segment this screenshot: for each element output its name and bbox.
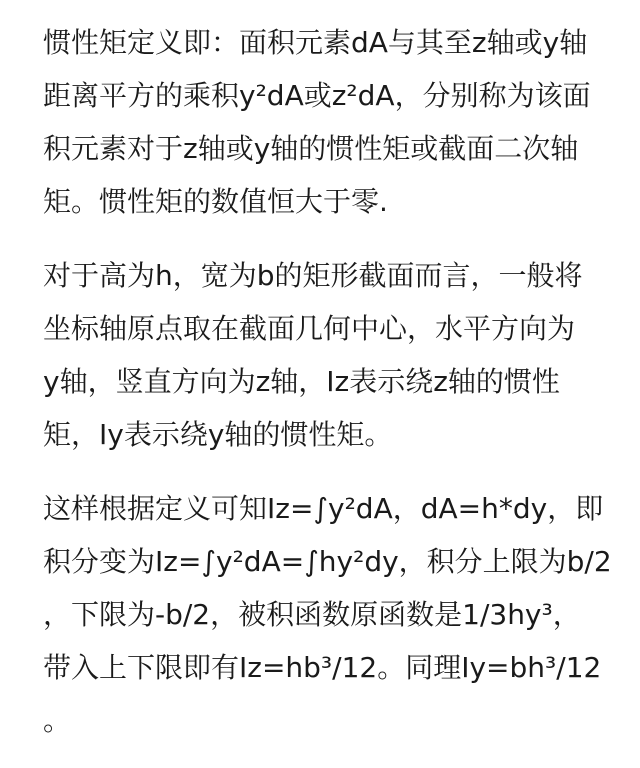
paragraph-rectangle-section [43, 249, 608, 461]
text-line: 坐标轴原点取在截面几何中心，水平方向为 [43, 312, 576, 345]
text-line: 矩，Iy表示绕y轴的惯性矩。 [43, 418, 393, 451]
text-line: 距离平方的乘积y²dA或z²dA，分别称为该面 [43, 79, 591, 112]
text-line: ，下限为-b/2，被积函数原函数是1/3hy³， [43, 598, 581, 631]
text-line: 这样根据定义可知Iz=∫y²dA，dA=h*dy，即 [43, 492, 604, 525]
text-line: 积元素对于z轴或y轴的惯性矩或截面二次轴 [43, 132, 579, 165]
text-line: 惯性矩定义即：面积元素dA与其至z轴或y轴 [43, 26, 588, 59]
paragraph-definition [43, 16, 608, 228]
paragraph-derivation [43, 482, 612, 747]
text-line: 积分变为Iz=∫y²dA=∫hy²dy，积分上限为b/2 [43, 545, 612, 578]
text-line: 。 [43, 704, 72, 737]
text-line: 带入上下限即有Iz=hb³/12。同理Iy=bh³/12 [43, 651, 602, 684]
article-body [43, 16, 612, 768]
text-line: 矩。惯性矩的数值恒大于零. [43, 185, 388, 218]
text-line: 对于高为h，宽为b的矩形截面而言，一般将 [43, 259, 583, 292]
text-line: y轴，竖直方向为z轴，Iz表示绕z轴的惯性 [43, 365, 560, 398]
